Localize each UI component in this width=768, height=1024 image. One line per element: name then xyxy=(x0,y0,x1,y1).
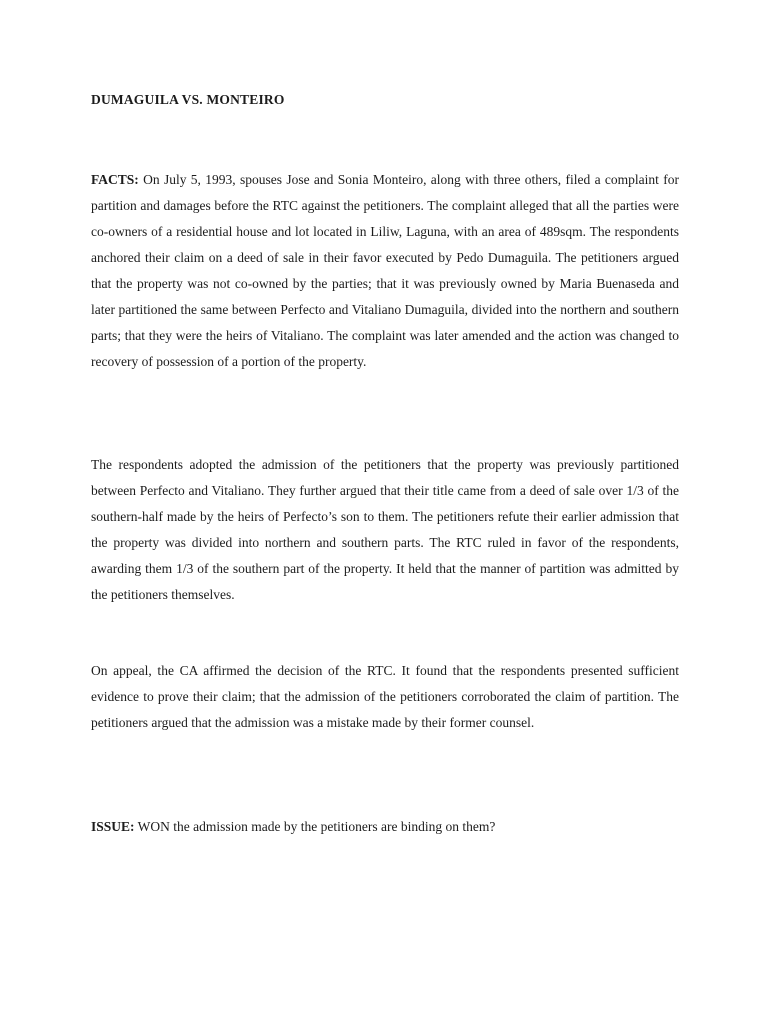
appeal-paragraph: On appeal, the CA affirmed the decision of the RTC. It found that the respondents presented sufficient evidence to prove their claim; that the admission of the petitioners corroborated the claim of partition. The petitioners argued that the admission was a mistake made by their former counsel. xyxy=(91,663,679,730)
facts-paragraph xyxy=(91,167,679,375)
respondents-paragraph: The respondents adopted the admission of the petitioners that the property was previously partitioned between Perfecto and Vitaliano. They further argued that their title came from a deed of sale over 1/3 of the southern-half made by the heirs of Perfecto’s son to them. The petitioners refute their earlier admission that the property was divided into northern and southern parts. The RTC ruled in favor of the respondents, awarding them 1/3 of the southern part of the property. It held that the manner of partition was admitted by the petitioners themselves. xyxy=(91,457,679,602)
facts-text: On July 5, 1993, spouses Jose and Sonia Monteiro, along with three others, filed a complaint for partition and damages before the RTC against the petitioners. The complaint alleged that all the parties were co-owners of a residential house and lot located in Liliw, Laguna, with an area of 489sqm. The respondents anchored their claim on a deed of sale in their favor executed by Pedo Dumaguila. The petitioners argued that the property was not co-owned by the parties; that it was previously owned by Maria Buenaseda and later partitioned the same between Perfecto and Vitaliano Dumaguila, divided into the northern and southern parts; that they were the heirs of Vitaliano. The complaint was later amended and the action was changed to recovery of possession of a portion of the property. xyxy=(91,172,679,369)
issue-paragraph xyxy=(91,814,679,840)
issue-label: ISSUE: xyxy=(91,819,135,834)
issue-text: WON the admission made by the petitioners are binding on them? xyxy=(134,819,496,834)
document-title: DUMAGUILA VS. MONTEIRO xyxy=(91,92,285,107)
facts-label: FACTS: xyxy=(91,172,139,187)
